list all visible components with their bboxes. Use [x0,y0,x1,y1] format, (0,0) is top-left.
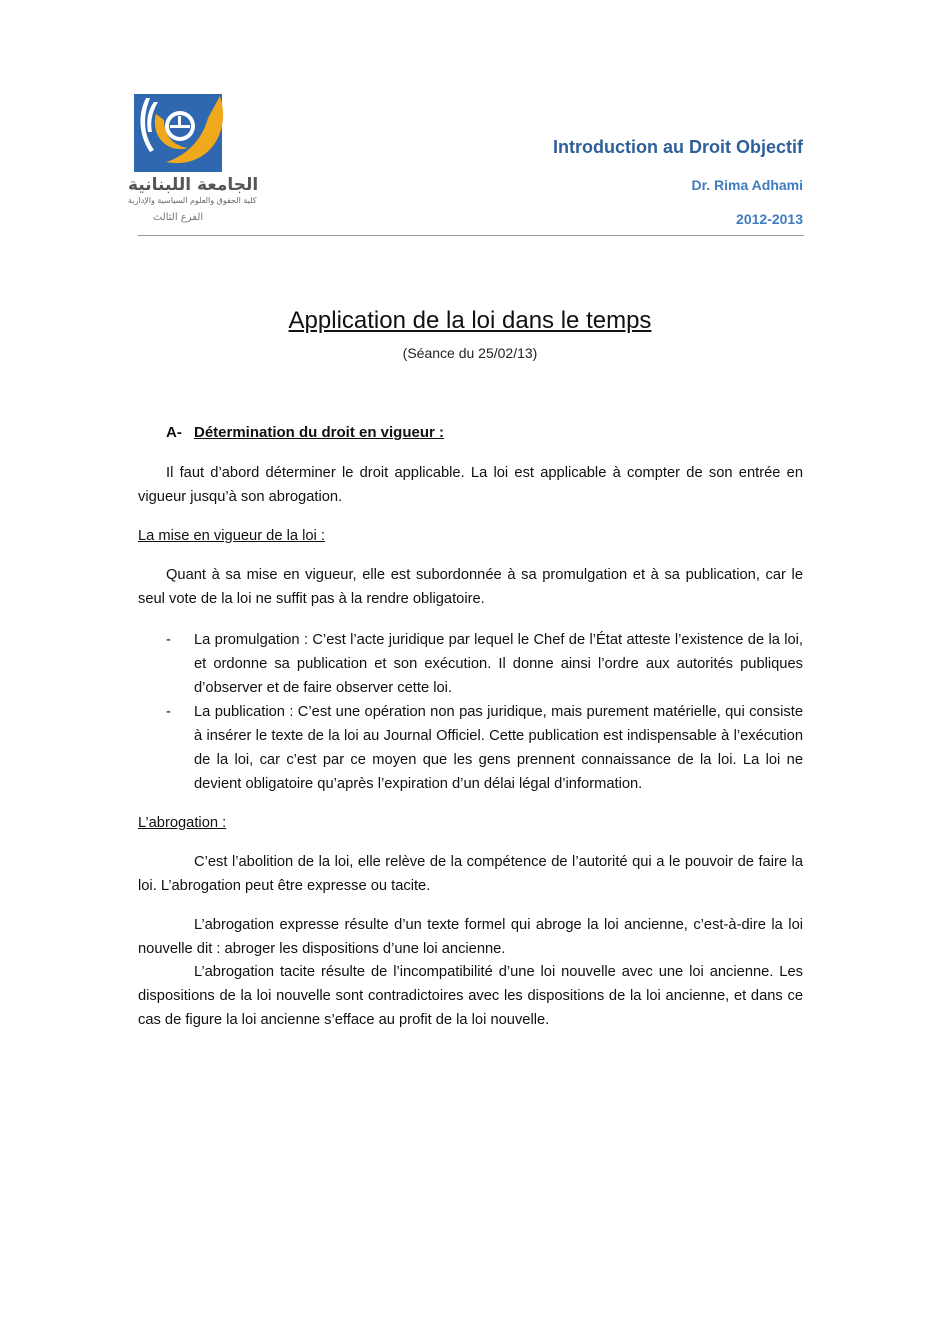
document-subtitle: (Séance du 25/02/13) [402,345,538,361]
logo-arabic-name: الجامعة اللبنانية [128,175,259,195]
academic-year: 2012-2013 [736,211,803,227]
subheading-mise-en-vigueur: La mise en vigueur de la loi : [138,528,325,544]
paragraph-mise-en-vigueur: Quant à sa mise en vigueur, elle est subordonnée à sa promulgation et à sa publication, car le seul vote de la loi ne suffit pas à la rendre obligatoire. [138,567,803,607]
paragraph-abrogation-definition: C’est l’abolition de la loi, elle relève de la compétence de l’autorité qui a le pouvoir de faire la loi. L’abrogation peut être expresse ou tacite. [138,854,803,894]
university-logo [128,92,259,232]
section-heading [166,424,444,441]
bullet-dash: - [166,632,171,648]
list-item [138,700,803,796]
bullet-text-promulgation: La promulgation : C’est l’acte juridique par lequel le Chef de l’État atteste l’existence de la loi, et ordonne sa publication et son exécution. Il donne ainsi l’ordre aux autorités publiques d’observer et de faire observer cette loi. [194,632,803,696]
list-item [138,628,803,700]
paragraph-intro: Il faut d’abord déterminer le droit applicable. La loi est applicable à compter de son entrée en vigueur jusqu’à son abrogation. [138,465,803,505]
section-letter: A- [166,424,182,441]
subheading-abrogation: L’abrogation : [138,815,227,831]
logo-emblem-icon [128,92,228,174]
paragraph-abrogation-expresse: L’abrogation expresse résulte d’un texte formel qui abroge la loi ancienne, c’est-à-dire la loi nouvelle dit : abroger les dispositions d’une loi ancienne. [138,917,803,957]
course-title: Introduction au Droit Objectif [553,137,803,157]
author-name: Dr. Rima Adhami [691,177,803,193]
header-divider [138,235,804,236]
logo-arabic-faculty: كلية الحقوق والعلوم السياسية والإدارية [128,196,257,205]
section-title: Détermination du droit en vigueur : [194,424,445,441]
paragraph-abrogation-tacite: L’abrogation tacite résulte de l’incompatibilité d’une loi nouvelle avec une loi ancienne. Les dispositions de la loi nouvelle sont contradictoires avec les dispositions de la loi ancienne, et dans ce cas de figure la loi ancienne s’efface au profit de la loi nouvelle. [138,964,803,1028]
bullet-dash: - [166,704,171,720]
bullet-text-publication: La publication : C’est une opération non pas juridique, mais purement matérielle, qui consiste à insérer le texte de la loi au Journal Officiel. Cette publication est indispensable à l’exécution de la loi, car c’est par ce moyen que les gens prennent connaissance de la loi. La loi ne devient obligatoire qu’après l’expiration d’un délai légal d’information. [194,704,803,792]
document-title: Application de la loi dans le temps [288,307,652,334]
logo-arabic-branch: الفرع الثالث [152,212,204,223]
